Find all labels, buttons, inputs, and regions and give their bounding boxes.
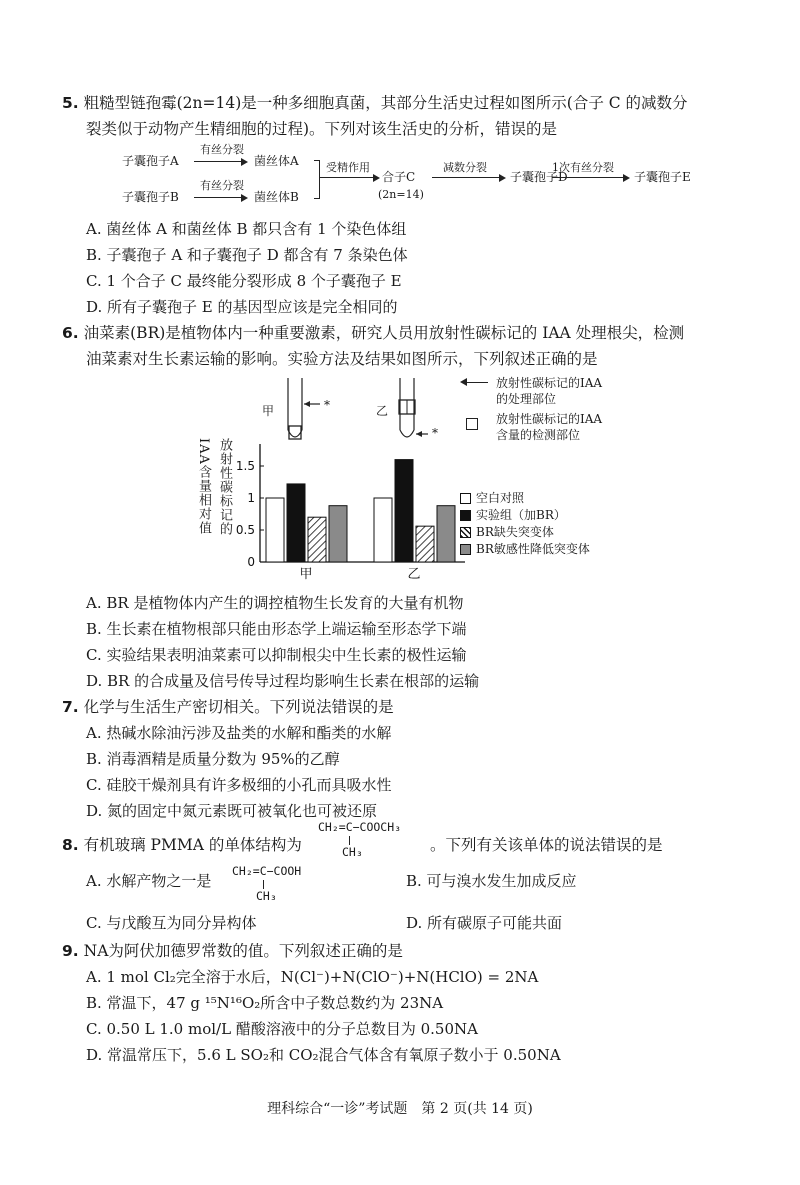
q6-number: 6. [62, 324, 79, 342]
arrow-to-zygote [320, 177, 378, 178]
star-jia: * [324, 398, 330, 412]
q8-option-d: D. 所有碳原子可能共面 [406, 914, 563, 932]
hypha-a-label: 菌丝体A [254, 154, 299, 168]
legend-swatch [460, 527, 471, 538]
chart-legend [460, 490, 590, 558]
bar [329, 506, 347, 562]
q5-stem-line2: 裂类似于动物产生精细胞的过程)。下列对该生活史的分析，错误的是 [86, 120, 558, 138]
y-axis-label-line2: IAA含量相对值 [196, 438, 211, 535]
arrow-a-to-hypha [194, 161, 246, 162]
legend-entry [460, 524, 590, 541]
q9-number: 9. [62, 942, 79, 960]
q6-option-d: D. BR 的合成量及信号传导过程均影响生长素在根部的运输 [86, 672, 480, 690]
q8-option-b: B. 可与溴水发生加成反应 [406, 872, 577, 890]
q5-option-c: C. 1 个合子 C 最终能分裂形成 8 个子囊孢子 E [86, 272, 402, 290]
bar [266, 498, 284, 562]
legend-label: 实验组（加BR） [476, 508, 566, 522]
legend-arrow-line2: 的处理部位 [496, 392, 557, 406]
legend-box-line2: 含量的检测部位 [496, 428, 581, 442]
legend-swatch [460, 544, 471, 555]
q8-monomer-structure [318, 820, 402, 859]
fertilization-label: 受精作用 [326, 161, 370, 174]
q6-bar-chart [190, 438, 660, 588]
q6-option-a: A. BR 是植物体内产生的调控植物生长发育的大量有机物 [86, 594, 464, 612]
legend-entry [460, 507, 590, 524]
y-tick-label: 1.5 [235, 459, 255, 473]
q8-number: 8. [62, 836, 79, 854]
q8-structure-main: CH₂=C−COOCH₃ [318, 820, 402, 834]
zygote-label: 合子C [382, 170, 416, 184]
q7-option-a: A. 热碱水除油污涉及盐类的水解和酯类的水解 [86, 724, 392, 742]
bar [416, 526, 434, 562]
q8-option-c: C. 与戊酸互为同分异构体 [86, 914, 257, 932]
chart-plot [230, 438, 470, 588]
bar [395, 460, 413, 562]
legend-swatch [460, 510, 471, 521]
bar [374, 498, 392, 562]
q9-option-b: B. 常温下，47 g ¹⁵N¹⁶O₂所含中子数总数约为 23NA [86, 994, 444, 1012]
q7-number: 7. [62, 698, 79, 716]
x-category-label: 甲 [299, 567, 313, 582]
bar [308, 517, 326, 562]
q8a-structure-main: CH₂=C−COOH [232, 864, 302, 878]
q9-option-a: A. 1 mol Cl₂完全溶于水后，N(Cl⁻)+N(ClO⁻)+N(HClO) = 2NA [86, 968, 539, 986]
legend-label: BR缺失突变体 [476, 525, 554, 539]
q8-stem-post: 。下列有关该单体的说法错误的是 [430, 836, 663, 854]
y-tick-label: 1 [247, 491, 255, 505]
q8a-structure-bond [263, 880, 264, 889]
q5-stem-line1: 5. 粗糙型链孢霉(2n=14)是一种多细胞真菌，其部分生活史过程如图所示(合子 C 的减数分 [62, 94, 688, 112]
bar [437, 506, 455, 562]
q8-option-a-structure [232, 864, 302, 903]
q8-structure-methyl: CH₃ [342, 845, 363, 859]
zygote-ploidy-note: (2n=14) [378, 188, 424, 201]
q5-option-b: B. 子囊孢子 A 和子囊孢子 D 都含有 7 条染色体 [86, 246, 408, 264]
spore-a-label: 子囊孢子A [122, 154, 179, 168]
q7-option-b: B. 消毒酒精是质量分数为 95%的乙醇 [86, 750, 340, 768]
arrow-b-to-hypha [194, 197, 246, 198]
one-mitosis-label: 1次有丝分裂 [552, 161, 614, 174]
y-axis-label-line1: 放射性碳标记的 [217, 438, 232, 536]
spore-e-label: 子囊孢子E [634, 170, 691, 184]
legend-box-line1: 放射性碳标记的IAA [496, 412, 603, 426]
legend-entry [460, 490, 590, 507]
q8-structure-bond [349, 836, 350, 845]
arrow-to-spore-d [432, 177, 504, 178]
q9-stem: 9. NA为阿伏加德罗常数的值。下列叙述正确的是 [62, 942, 403, 960]
arrow-to-spore-e [552, 177, 628, 178]
q8a-structure-methyl: CH₃ [256, 889, 277, 903]
mitosis-label-a: 有丝分裂 [200, 143, 244, 156]
q5-option-a: A. 菌丝体 A 和菌丝体 B 都只含有 1 个染色体组 [86, 220, 407, 238]
legend-label: BR敏感性降低突变体 [476, 542, 590, 556]
q8-option-a: A. 水解产物之一是 [86, 872, 212, 890]
legend-label: 空白对照 [476, 491, 525, 505]
q6-stem-line2: 油菜素对生长素运输的影响。实验方法及结果如图所示，下列叙述正确的是 [86, 350, 598, 368]
mitosis-label-b: 有丝分裂 [200, 179, 244, 192]
merge-bracket [314, 160, 320, 199]
q9-option-c: C. 0.50 L 1.0 mol/L 醋酸溶液中的分子总数目为 0.50NA [86, 1020, 478, 1038]
q9-option-d: D. 常温常压下，5.6 L SO₂和 CO₂混合气体含有氧原子数小于 0.50NA [86, 1046, 561, 1064]
panel-yi-top-label: 乙 [376, 404, 389, 418]
legend-arrow [462, 382, 488, 383]
hypha-b-label: 菌丝体B [254, 190, 299, 204]
legend-box-icon [466, 418, 478, 430]
meiosis-label: 减数分裂 [443, 161, 487, 174]
q6-option-b: B. 生长素在植物根部只能由形态学上端运输至形态学下端 [86, 620, 467, 638]
q5-life-cycle-diagram [0, 140, 800, 210]
panel-jia-top-label: 甲 [262, 404, 275, 418]
star-yi: * [432, 426, 438, 440]
legend-swatch [460, 493, 471, 504]
bar [287, 484, 305, 562]
q6-stem-line1: 6. 油菜素(BR)是植物体内一种重要激素，研究人员用放射性碳标记的 IAA 处理根尖，检测 [62, 324, 685, 342]
legend-arrow-line1: 放射性碳标记的IAA [496, 376, 603, 390]
q5-number: 5. [62, 94, 79, 112]
q7-stem: 7. 化学与生活生产密切相关。下列说法错误的是 [62, 698, 394, 716]
y-tick-label: 0 [247, 555, 255, 569]
q8-stem-pre: 8. 有机玻璃 PMMA 的单体结构为 [62, 836, 302, 854]
spore-b-label: 子囊孢子B [122, 190, 179, 204]
y-axis-label [194, 438, 234, 568]
q5-option-d: D. 所有子囊孢子 E 的基因型应该是完全相同的 [86, 298, 398, 316]
x-category-label: 乙 [407, 567, 421, 582]
page-footer: 理科综合“一诊”考试题 第 2 页(共 14 页) [267, 1101, 533, 1117]
q6-option-c: C. 实验结果表明油菜素可以抑制根尖中生长素的极性运输 [86, 646, 467, 664]
q7-option-d: D. 氮的固定中氮元素既可被氧化也可被还原 [86, 802, 378, 820]
y-tick-label: 0.5 [235, 523, 255, 537]
q7-option-c: C. 硅胶干燥剂具有许多极细的小孔而具吸水性 [86, 776, 392, 794]
spore-d-label: 子囊孢子D [510, 170, 568, 184]
legend-entry [460, 541, 590, 558]
